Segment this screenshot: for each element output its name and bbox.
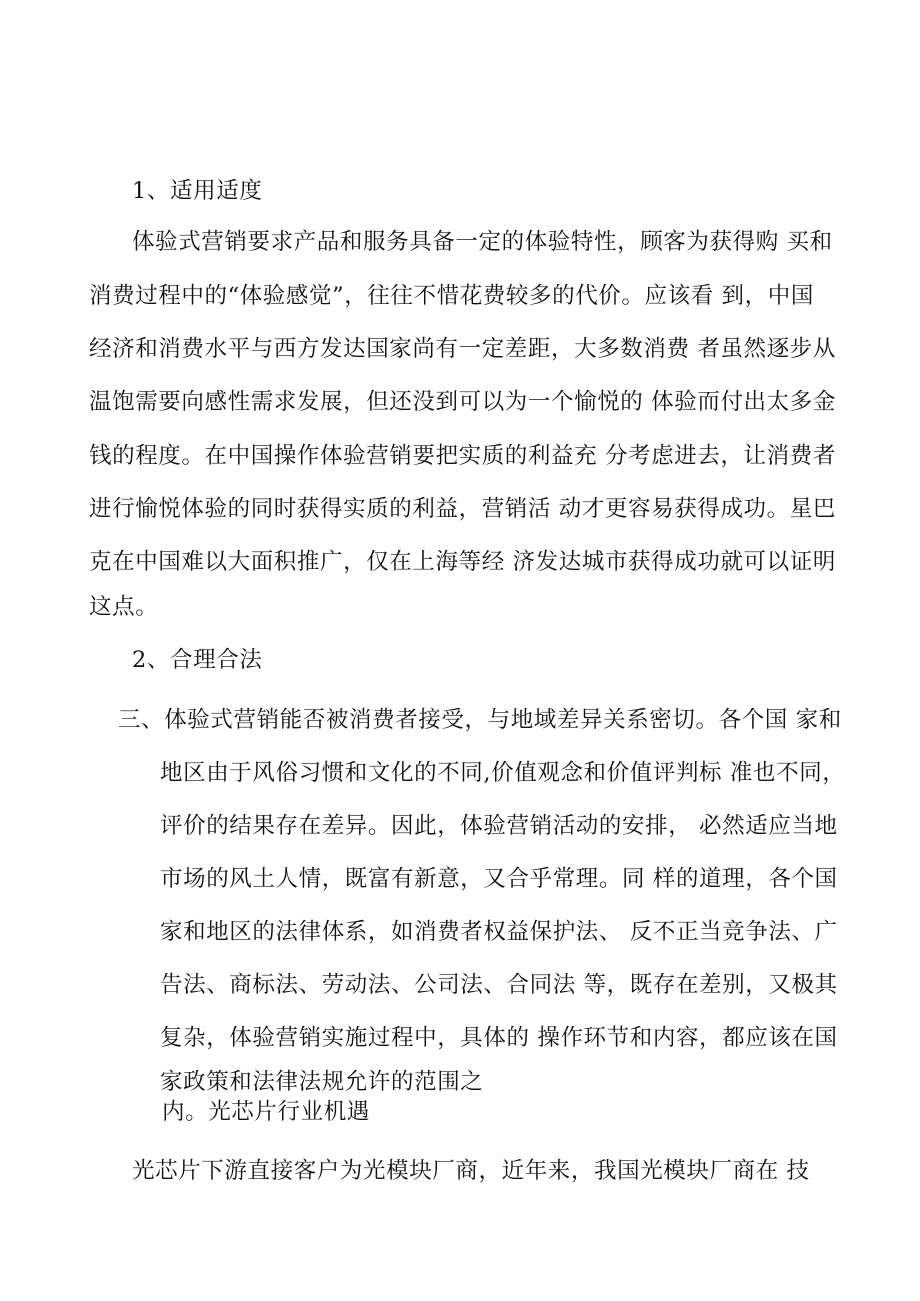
paragraph-1-line: 消费过程中的“体验感觉”，往往不惜花费较多的代价。应该看 到，中国	[89, 283, 814, 309]
paragraph-1-line: 钱的程度。在中国操作体验营销要把实质的利益充 分考虑进去，让消费者	[89, 443, 836, 469]
paragraph-2-line: 市场的风土人情，既富有新意，又合乎常理。同 样的道理，各个国	[160, 866, 838, 892]
paragraph-1-line: 这点。	[89, 594, 159, 620]
section-heading-1: 1、适用适度	[132, 178, 263, 204]
paragraph-3-line: 光芯片下游直接客户为光模块厂商，近年来，我国光模块厂商在 技	[132, 1158, 810, 1184]
paragraph-2-line: 复杂，体验营销实施过程中，具体的 操作环节和内容，都应该在国	[160, 1025, 838, 1051]
paragraph-2-line: 地区由于风俗习惯和文化的不同,价值观念和价值评判标 准也不同，	[160, 760, 846, 786]
section-heading-3: 内。光芯片行业机遇	[162, 1099, 370, 1125]
paragraph-1-line: 克在中国难以大面积推广，仅在上海等经 济发达城市获得成功就可以证明	[89, 549, 836, 575]
paragraph-1-line: 体验式营销要求产品和服务具备一定的体验特性，顾客为获得购 买和	[132, 229, 833, 255]
section-heading-2: 2、合理合法	[132, 647, 263, 673]
paragraph-1-line: 经济和消费水平与西方发达国家尚有一定差距，大多数消费 者虽然逐步从	[89, 336, 836, 362]
paragraph-1-line: 温饱需要向感性需求发展，但还没到可以为一个愉悦的 体验而付出太多金	[89, 389, 836, 415]
paragraph-2-line: 评价的结果存在差异。因此，体验营销活动的安排， 必然适应当地	[160, 813, 838, 839]
paragraph-2-line: 告法、商标法、劳动法、公司法、合同法 等，既存在差别，又极其	[160, 972, 838, 998]
paragraph-1-line: 进行愉悦体验的同时获得实质的利益，营销活 动才更容易获得成功。星巴	[89, 496, 836, 522]
paragraph-2-line: 三、体验式营销能否被消费者接受，与地域差异关系密切。各个国 家和	[118, 707, 842, 733]
paragraph-2-line: 家政策和法律法规允许的范围之	[160, 1069, 484, 1095]
paragraph-2-line: 家和地区的法律体系，如消费者权益保护法、 反不正当竞争法、广	[160, 919, 838, 945]
